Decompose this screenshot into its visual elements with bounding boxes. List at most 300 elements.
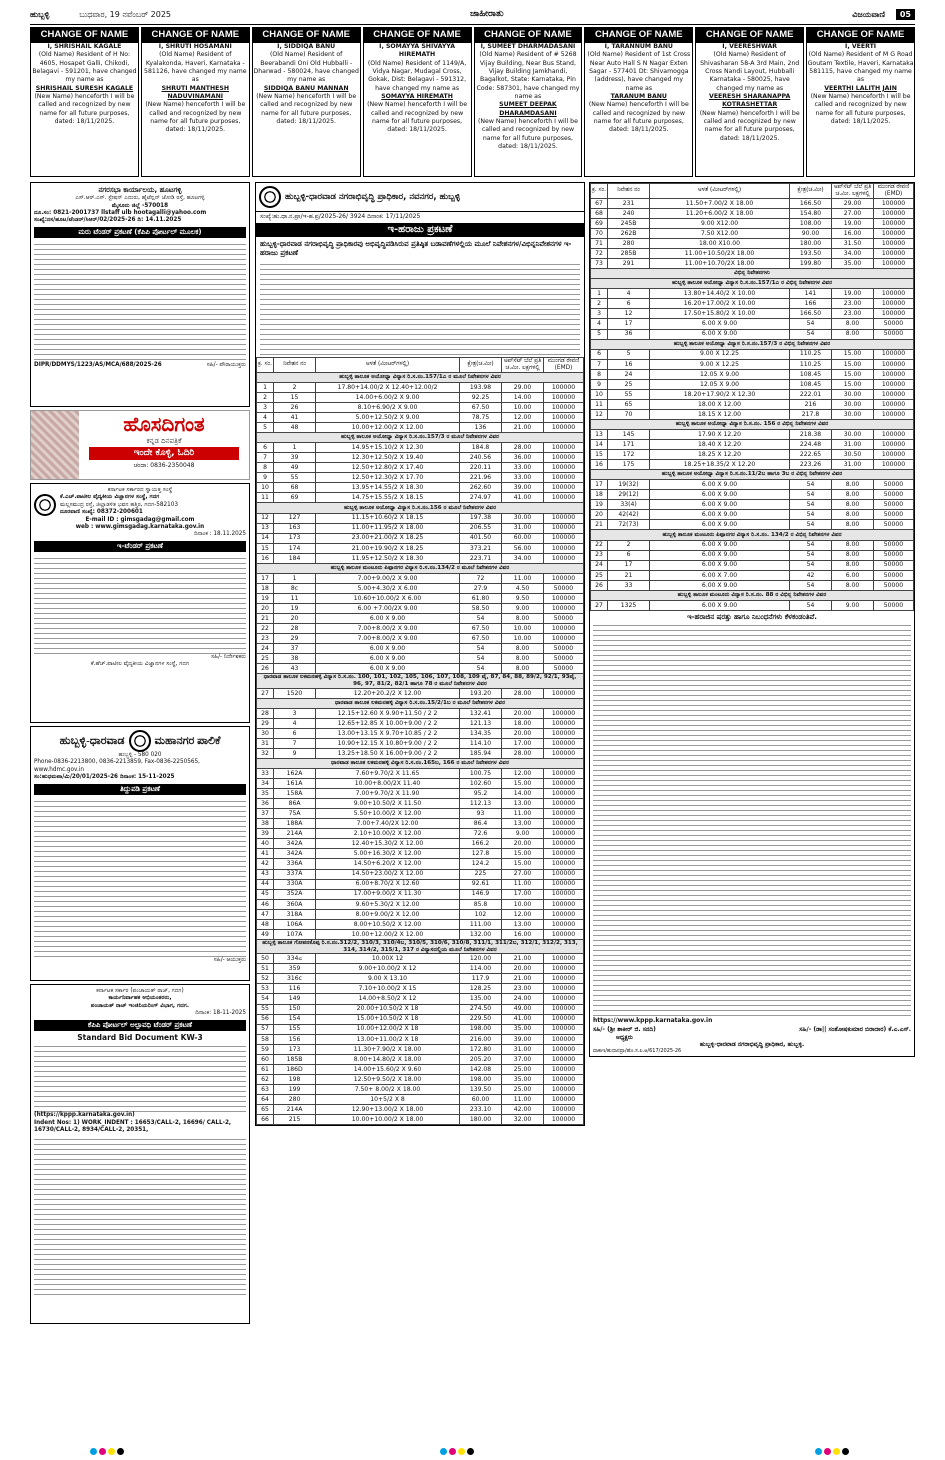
- table-cell: 1: [591, 289, 608, 299]
- col-dim: ಅಳತೆ (ಮೀಟರ್‌ಗಳಲ್ಲಿ): [650, 184, 790, 199]
- table-cell: 8.00: [832, 560, 874, 570]
- change-of-name-ad: [695, 27, 804, 177]
- table-cell: 54: [790, 490, 832, 500]
- section-heading: ಹುಬ್ಬಳ್ಳಿ ತಾಲೂಕ ಅಯೋಧ್ಯಾ ವಿನ್ಯಾಸ ರಿ.ಸ.ನಂ. 156 ರ ವಿಭಿನ್ನ ನಿವೇಶನಗಳ ವಿವರ: [591, 419, 914, 429]
- table-cell: 100000: [874, 219, 914, 229]
- table-cell: 100000: [544, 839, 584, 849]
- table-cell: 8.00: [502, 654, 544, 664]
- table-cell: 13.25+18.50 X 16.00+9.00 / 2 2: [316, 748, 460, 758]
- table-cell: 3: [591, 309, 608, 319]
- table-cell: 100000: [544, 879, 584, 889]
- newspaper-image: [31, 411, 79, 479]
- table-cell: 102.60: [460, 779, 502, 789]
- table-cell: 6.00 X 9.00: [650, 540, 790, 550]
- cn-footer: (New Name) henceforth I will be called and recognized by new name for all future purposes, dated: 18/11/2025.: [34, 92, 135, 126]
- table-cell: 42: [790, 570, 832, 580]
- table-cell: 193.98: [460, 382, 502, 392]
- cn-new-name: VEERESH SHARANAPPA KOTRASHETTAR: [709, 92, 791, 109]
- table-cell: 7.00+8.00/2 X 9.00: [316, 634, 460, 644]
- table-cell: 7.00+7.40/2X 12.00: [316, 819, 460, 829]
- table-cell: 29.00: [832, 198, 874, 208]
- table-cell: 20: [257, 603, 274, 613]
- table-cell: 17: [257, 573, 274, 583]
- ad-phone: ದೂ.ಸಂ: 0821-2001737 llstaff ulb hootagalli@yahoo.com: [34, 209, 207, 216]
- table-cell: 17: [608, 560, 650, 570]
- table-cell: 166: [790, 299, 832, 309]
- table-cell: 1: [257, 382, 274, 392]
- table-cell: 100000: [874, 229, 914, 239]
- table-cell: 72: [591, 249, 608, 259]
- table-cell: 116: [274, 984, 316, 994]
- table-cell: 28: [257, 708, 274, 718]
- table-cell: 114.00: [460, 964, 502, 974]
- table-cell: 12.50+9.50/2 X 18.00: [316, 1074, 460, 1084]
- table-cell: 14.00+6.00/2 X 9.00: [316, 392, 460, 402]
- ad-bar: ತಿದ್ದುಪಡಿ ಪ್ರಕಟಣೆ: [34, 784, 246, 795]
- table-cell: 100000: [544, 748, 584, 758]
- cn-body: (Old Name) Resident of Beerabandi Oni Old Hubballi - Dharwad - 580024, have changed my name as: [253, 51, 359, 84]
- table-cell: 2.10+10.00/2 X 12.00: [316, 829, 460, 839]
- table-cell: 18.20+17.90/2 X 12.30: [650, 389, 790, 399]
- table-cell: 75A: [274, 809, 316, 819]
- table-cell: 100000: [874, 399, 914, 409]
- table-cell: 100000: [544, 688, 584, 698]
- table-cell: 186D: [274, 1064, 316, 1074]
- table-row: [257, 413, 584, 423]
- table-row: [257, 483, 584, 493]
- table-cell: 60.00: [460, 1094, 502, 1104]
- table-cell: 8.00: [832, 550, 874, 560]
- table-cell: 47: [257, 909, 274, 919]
- table-row: [257, 654, 584, 664]
- table-cell: 15.00: [832, 369, 874, 379]
- table-row: [257, 919, 584, 929]
- table-cell: 54: [460, 664, 502, 674]
- cn-footer: (New Name) henceforth I will be called and recognized by new name for all future purposes, dated: 18/11/2025.: [810, 92, 911, 126]
- cn-title: CHANGE OF NAME: [31, 28, 138, 43]
- table-row: [591, 600, 914, 610]
- table-row: [257, 1084, 584, 1094]
- table-cell: 5.00+4.30/2 X 6.00: [316, 583, 460, 593]
- ad-address: ಎಸ್.ಆರ್.ಎಸ್. ಸ್ಟೇಷನ್ ಎದುರು, ಹೈಟೆನ್ಷನ್ ಜೋಡಿ ರಸ್ತೆ, ಹೂಟಗಳ್ಳಿ: [75, 195, 205, 202]
- table-cell: 8.00: [832, 480, 874, 490]
- table-cell: 100000: [544, 1014, 584, 1024]
- table-cell: 11.00: [502, 879, 544, 889]
- table-cell: 10.00+10.00/2 X 18.00: [316, 1115, 460, 1125]
- table-cell: 100000: [544, 1044, 584, 1054]
- table-cell: 205.20: [460, 1054, 502, 1064]
- table-cell: 100000: [544, 1115, 584, 1125]
- table-cell: 401.50: [460, 533, 502, 543]
- table-row: [257, 799, 584, 809]
- table-cell: 108.45: [790, 379, 832, 389]
- table-cell: 62: [257, 1074, 274, 1084]
- table-cell: 17.00: [502, 889, 544, 899]
- table-cell: 16: [257, 553, 274, 563]
- table-cell: 100000: [544, 1034, 584, 1044]
- table-cell: 8.00: [832, 500, 874, 510]
- cn-footer: (New Name) henceforth I will be called and recognized by new name for all future purposes, dated: 18/11/2025.: [699, 109, 800, 142]
- table-cell: 6.00 X 9.00: [650, 500, 790, 510]
- table-cell: 100000: [874, 349, 914, 359]
- table-cell: 12.00: [502, 769, 544, 779]
- col-area: ಕ್ಷೇತ್ರ(ಚ.ಮೀ): [460, 357, 502, 372]
- table-cell: 12.50+12.80/2 X 17.40: [316, 463, 460, 473]
- table-cell: 100000: [544, 1074, 584, 1084]
- table-cell: 132.00: [460, 929, 502, 939]
- table-cell: 6.00 X 9.00: [316, 664, 460, 674]
- table-cell: 10.00+12.00/2 X 18: [316, 1024, 460, 1034]
- table-cell: 31.00: [832, 440, 874, 450]
- table-cell: 142.08: [460, 1064, 502, 1074]
- table-cell: 100000: [544, 769, 584, 779]
- table-cell: 8.00: [502, 644, 544, 654]
- table-cell: 18.00 X10.00: [650, 239, 790, 249]
- table-cell: 12.30+12.50/2 X 19.40: [316, 453, 460, 463]
- table-cell: 17.00: [502, 738, 544, 748]
- page-header: [30, 5, 915, 25]
- table-cell: 12.00: [502, 413, 544, 423]
- table-cell: 174: [274, 543, 316, 553]
- table-cell: 48: [274, 423, 316, 433]
- cn-old-name: I, SOMAYYA SHIVAYYA HIREMATH: [379, 42, 455, 59]
- table-cell: 19(32): [608, 480, 650, 490]
- terms-org: ಹುಬ್ಬಳ್ಳಿ-ಧಾರವಾಡ ನಗರಾಭಿವೃದ್ಧಿ ಪ್ರಾಧಿಕಾರ, ಹುಬ್ಬಳ್ಳಿ.: [699, 1040, 805, 1048]
- table-row: [257, 543, 584, 553]
- table-cell: 12.05 X 9.00: [650, 369, 790, 379]
- table-cell: 161A: [274, 779, 316, 789]
- table-cell: 59: [257, 1044, 274, 1054]
- table-row: [257, 769, 584, 779]
- table-cell: 13.00+11.00/2 X 18: [316, 1034, 460, 1044]
- table-cell: 100000: [544, 859, 584, 869]
- table-row: [257, 954, 584, 964]
- table-cell: 33.00: [502, 463, 544, 473]
- sign-commissioner: ಸಹಿ/- (ಡಾ|| ಸಂತೋಷಕುಮಾರ ಬಿರಾದಾರ) ಕೆ.ಎ.ಎಸ್.: [799, 1026, 911, 1034]
- table-cell: 67.50: [460, 624, 502, 634]
- table-cell: 15: [274, 392, 316, 402]
- table-cell: 100000: [544, 634, 584, 644]
- table-cell: 69: [274, 493, 316, 503]
- table-cell: 215: [274, 1115, 316, 1125]
- table-row: [257, 403, 584, 413]
- table-cell: 13: [591, 429, 608, 439]
- table-cell: 100000: [544, 382, 584, 392]
- table-cell: 100000: [544, 1064, 584, 1074]
- col-plot: ನಿವೇಶನ ನಂ: [608, 184, 650, 199]
- ad-web: web : www.gimsgadag.karnataka.gov.in: [75, 524, 205, 531]
- col-rate: ಅಪ್‌ಸೆಟ್ ಬೆಲೆ ಪ್ರತಿ ಚ.ಮೀ. ಲಕ್ಷಗಳಲ್ಲಿ: [832, 184, 874, 199]
- print-marks: [0, 1448, 945, 1458]
- table-cell: 12.15+12.60 X 9.90+11.50 / 2 2: [316, 708, 460, 718]
- table-cell: 42(42): [608, 510, 650, 520]
- table-cell: 50000: [874, 600, 914, 610]
- table-cell: 48: [257, 919, 274, 929]
- table-cell: 12: [608, 309, 650, 319]
- table-cell: 10.00+8.00/2X 11.40: [316, 779, 460, 789]
- table-cell: 110.25: [790, 359, 832, 369]
- hdua-plot-table: [256, 357, 584, 1125]
- table-cell: 8.00: [832, 490, 874, 500]
- table-cell: 100000: [544, 453, 584, 463]
- table-cell: 114.10: [460, 738, 502, 748]
- table-cell: 37: [274, 644, 316, 654]
- table-cell: 61.80: [460, 593, 502, 603]
- ad-indent: Indent Nos: 1) WORK_INDENT : 16653/CALL-2, 16696/ CALL-2, 16730/CALL-2, 8934/CALL-2, 20351,: [34, 1119, 232, 1134]
- table-cell: 100.75: [460, 769, 502, 779]
- magenta-dot: [449, 1448, 456, 1455]
- change-of-name-ad: [806, 27, 915, 177]
- table-cell: 100000: [874, 409, 914, 419]
- table-row: [591, 309, 914, 319]
- table-cell: 5: [591, 329, 608, 339]
- table-cell: 33: [608, 580, 650, 590]
- table-cell: 132.41: [460, 708, 502, 718]
- table-row: [257, 839, 584, 849]
- section-heading: ಹುಬ್ಬಳ್ಳಿ ತಾಲೂಕ ಅಯೋಧ್ಯಾ ವಿನ್ಯಾಸ ರಿ.ಸ.ನಂ.157/3 ರ ಮೂಲೆ ನಿವೇಶನಗಳ ವಿವರ: [257, 433, 584, 443]
- table-cell: 100000: [874, 239, 914, 249]
- table-row: [257, 614, 584, 624]
- table-cell: 33: [257, 769, 274, 779]
- table-cell: 72(73): [608, 520, 650, 530]
- table-cell: 57: [257, 1024, 274, 1034]
- table-cell: 106A: [274, 919, 316, 929]
- change-of-name-ad: [141, 27, 250, 177]
- table-cell: 12.20+20.2/2 X 12.00: [316, 688, 460, 698]
- table-row: [591, 329, 914, 339]
- table-cell: 7.00+8.00/2 X 9.00: [316, 624, 460, 634]
- table-cell: 16.20+17.00/2 X 10.00: [650, 299, 790, 309]
- header-date: ಬುಧವಾರ, 19 ನವೆಂಬರ್ 2025: [79, 9, 171, 19]
- table-cell: 20: [591, 510, 608, 520]
- table-row: [257, 748, 584, 758]
- hdua-intro: ಹುಬ್ಬಳ್ಳಿ-ಧಾರವಾಡ ನಗರಾಭಿವೃದ್ಧಿ ಪ್ರಾಧಿಕಾರವು ಅಭಿವೃದ್ಧಿಪಡಿಸಿರುವ ಪ್ರತಿಷ್ಠಿತ ಬಡಾವಣೆಗಳಲ್ಲಿಯ ಮೂಲೆ ನಿವೇಶನಗಳ/ವಿಭಿನ್ನನಿವೇಶನಗಳ ಇ-ಹರಾಜು ಪ್ರಕಟಣೆ: [260, 240, 572, 257]
- table-cell: 55: [274, 473, 316, 483]
- table-row: [257, 849, 584, 859]
- table-cell: 172.80: [460, 1044, 502, 1054]
- table-cell: 8c: [274, 583, 316, 593]
- section-row: [591, 339, 914, 349]
- change-of-name-ad: [363, 27, 472, 177]
- ad-subtitle: ಕರ್ನಾಟಕ ಸರ್ಕಾರದ ಸ್ವಾಯತ್ತ ಸಂಸ್ಥೆ: [107, 487, 173, 493]
- table-cell: 225: [460, 869, 502, 879]
- table-cell: 4: [608, 289, 650, 299]
- table-cell: 19: [257, 593, 274, 603]
- table-cell: 100000: [544, 779, 584, 789]
- table-cell: 54: [790, 520, 832, 530]
- section-row: [257, 674, 584, 688]
- table-cell: 21: [591, 520, 608, 530]
- table-cell: 15.00: [832, 379, 874, 389]
- table-cell: 50000: [874, 319, 914, 329]
- table-cell: 10.00: [502, 403, 544, 413]
- table-cell: 54: [460, 614, 502, 624]
- table-row: [257, 869, 584, 879]
- table-cell: 373.21: [460, 543, 502, 553]
- table-cell: 10.00X 12: [316, 954, 460, 964]
- table-cell: 34: [257, 779, 274, 789]
- table-cell: 15: [257, 543, 274, 553]
- table-cell: 9.00 X 12.25: [650, 349, 790, 359]
- table-cell: 68: [591, 208, 608, 218]
- table-cell: 9.00+10.50/2 X 11.50: [316, 799, 460, 809]
- table-cell: 36.00: [502, 453, 544, 463]
- table-cell: 25.00: [502, 1084, 544, 1094]
- table-row: [591, 500, 914, 510]
- table-cell: 100000: [874, 389, 914, 399]
- ad-bar: ಇ-ಟೆಂಡರ್ ಪ್ರಕಟಣೆ: [34, 541, 246, 552]
- table-cell: 14.50+6.20/2 X 12.00: [316, 859, 460, 869]
- table-row: [591, 389, 914, 399]
- table-cell: 64: [257, 1094, 274, 1104]
- section-row: [257, 433, 584, 443]
- cn-body: (Old Name) Resident of Shivasharan 58-A 3rd Main, 2nd Cross Nandi Layout, Hubballi Karnataka - 580025, have changed my name as: [700, 51, 800, 92]
- table-cell: 15.00: [502, 859, 544, 869]
- table-cell: 9.00: [832, 600, 874, 610]
- table-row: [591, 299, 914, 309]
- table-cell: 100000: [544, 964, 584, 974]
- table-cell: 156: [274, 1034, 316, 1044]
- table-cell: 5: [608, 349, 650, 359]
- cyan-dot: [815, 1448, 822, 1455]
- table-cell: 70: [608, 409, 650, 419]
- table-cell: 240.56: [460, 453, 502, 463]
- table-cell: 146.9: [460, 889, 502, 899]
- col-area: ಕ್ಷೇತ್ರ(ಚ.ಮೀ): [790, 184, 832, 199]
- table-cell: 5.50+10.00/2 X 12.00: [316, 809, 460, 819]
- cn-new-name: SHRUTI MANTHESH NADUVINAMANI: [161, 84, 230, 100]
- table-cell: 13.95+14.55/2 X 18.30: [316, 483, 460, 493]
- section-heading: ಹುಬ್ಬಳ್ಳಿ ತಾಲೂಕ ಮಂಟೂರು ಪಿಪ್ಪಾನಗರ ವಿನ್ಯಾಸ ರಿ.ಸ.ನಂ.134/2 ರ ಮೂಲೆ ನಿವೇಶನಗಳ ವಿವರ: [257, 563, 584, 573]
- table-row: [257, 453, 584, 463]
- table-cell: 197.38: [460, 513, 502, 523]
- table-row: [257, 819, 584, 829]
- cn-old-name: I, VEERESHWAR: [722, 42, 778, 50]
- ad-bar-2: Standard Bid Document KW-3: [77, 1032, 203, 1042]
- table-cell: 49: [257, 929, 274, 939]
- table-cell: 27.00: [832, 208, 874, 218]
- table-cell: 20.00: [502, 728, 544, 738]
- table-cell: 86.4: [460, 819, 502, 829]
- cn-footer: (New Name) henceforth I will be called and recognized by new name for all future purposes, dated: 18/11/2025.: [367, 101, 468, 134]
- table-cell: 100000: [544, 392, 584, 402]
- table-cell: 66: [257, 1115, 274, 1125]
- table-cell: 10.90+12.15 X 10.80+9.00 / 2 2: [316, 738, 460, 748]
- paper-name: ವಿಜಯವಾಣಿ: [852, 9, 885, 19]
- table-cell: 14.00: [502, 789, 544, 799]
- table-cell: 11: [257, 493, 274, 503]
- table-cell: 54: [790, 550, 832, 560]
- table-cell: 24: [591, 560, 608, 570]
- table-cell: 42.00: [502, 1104, 544, 1114]
- ad-address: ಮಲ್ಲಸಮುದ್ರ ರಸ್ತೆ, ಜಿಲ್ಲಾಡಳಿತ ಭವನ ಹತ್ತಿರ, ಗದಗ-582103: [60, 501, 178, 508]
- cn-footer: (New Name) henceforth I will be called and recognized by new name for all future purposes, dated: 18/11/2025.: [256, 92, 357, 126]
- ad-ref: ಸಂಖ್ಯೆ:ನಸ/ಹೂಟ/ಟೆಂಡರ್/ಸಿಆರ್/02/2025-26 ದಿ: 14.11.2025: [34, 217, 182, 224]
- table-cell: 63: [257, 1084, 274, 1094]
- table-cell: 12.50+12.30/2 X 17.70: [316, 473, 460, 483]
- table-cell: 100000: [544, 994, 584, 1004]
- table-cell: 27.9: [460, 583, 502, 593]
- table-cell: 111.00: [460, 919, 502, 929]
- table-cell: 54: [790, 319, 832, 329]
- table-cell: 38: [274, 654, 316, 664]
- table-cell: 7.50 X12.00: [650, 229, 790, 239]
- table-cell: 9.60+5.30/2 X 12.00: [316, 899, 460, 909]
- table-cell: 50000: [874, 570, 914, 580]
- table-cell: 54: [460, 644, 502, 654]
- table-cell: 20.00: [502, 839, 544, 849]
- table-cell: 222.01: [790, 389, 832, 399]
- table-cell: 233.10: [460, 1104, 502, 1114]
- table-cell: 9.00+10.00/2 X 12: [316, 964, 460, 974]
- table-cell: 2: [274, 382, 316, 392]
- table-cell: 21: [257, 614, 274, 624]
- table-cell: 69: [591, 219, 608, 229]
- table-cell: 149: [274, 994, 316, 1004]
- table-cell: 23: [257, 634, 274, 644]
- table-cell: 18.25 X 12.20: [650, 450, 790, 460]
- ad-body-text: [34, 1042, 246, 1112]
- table-cell: 155: [274, 1024, 316, 1034]
- table-cell: 8: [257, 463, 274, 473]
- table-cell: 26: [274, 403, 316, 413]
- table-cell: 50000: [544, 583, 584, 593]
- sign-chair: ಸಹಿ/- (ಶ್ರೀ ಶಾಕೀರ್ ಜಿ. ಸನದಿ): [593, 1026, 656, 1034]
- cn-title: CHANGE OF NAME: [696, 28, 803, 43]
- table-cell: 6.00 X 9.00: [650, 580, 790, 590]
- table-cell: 50000: [874, 490, 914, 500]
- table-cell: 24: [257, 644, 274, 654]
- table-cell: 28.00: [502, 688, 544, 698]
- table-row: [257, 789, 584, 799]
- table-cell: 9: [274, 748, 316, 758]
- cn-old-name: I, VEERTI: [845, 42, 877, 50]
- table-cell: 39: [257, 829, 274, 839]
- table-cell: 65: [257, 1104, 274, 1114]
- table-cell: 100000: [544, 543, 584, 553]
- table-row: [591, 540, 914, 550]
- table-cell: 32: [257, 748, 274, 758]
- table-row: [257, 964, 584, 974]
- table-cell: 100000: [544, 1054, 584, 1064]
- table-cell: 136: [460, 423, 502, 433]
- table-cell: 100000: [544, 909, 584, 919]
- table-cell: 185B: [274, 1054, 316, 1064]
- table-cell: 8.00: [502, 614, 544, 624]
- table-cell: 67: [591, 198, 608, 208]
- header-center: ಜಾಹೀರಾತು: [470, 9, 504, 20]
- table-row: [257, 1054, 584, 1064]
- ad-site: (https://kppp.karnataka.gov.in): [34, 1112, 135, 1119]
- ad-gov: ಕರ್ನಾಟಕ ಸರ್ಕಾರ (ಪಂಚಾಯತ್ ರಾಜ್, ಗದಗ): [96, 988, 184, 994]
- table-cell: 334ಎ: [274, 954, 316, 964]
- table-cell: 23.00: [832, 299, 874, 309]
- table-cell: 100000: [544, 493, 584, 503]
- table-cell: 2: [591, 299, 608, 309]
- table-cell: 50000: [874, 560, 914, 570]
- table-cell: 18.15 X 12.00: [650, 409, 790, 419]
- table-cell: 17.00+9.00/2 X 11.30: [316, 889, 460, 899]
- table-row: [591, 510, 914, 520]
- terms-heading: ಇ-ಹರಾಜಿನ ಷರತ್ತು ಹಾಗೂ ನಿಬಂಧನೆಗಳು ಕೆಳಕಂಡಂತಿವೆ.: [687, 612, 817, 621]
- table-cell: 55: [257, 1004, 274, 1014]
- table-cell: 6.00 X 9.00: [650, 490, 790, 500]
- table-cell: 214A: [274, 1104, 316, 1114]
- table-cell: 6.00+8.70/2 X 12.60: [316, 879, 460, 889]
- section-heading: ಹುಬ್ಬಳ್ಳಿ ತಾಲೂಕ ಅಯೋಧ್ಯಾ ವಿನ್ಯಾಸ ರಿ.ಸ.ನಂ.11/2ಬ ಹಾಗೂ 3ಬ ರ ವಿಭಿನ್ನ ನಿವೇಶನಗಳ ವಿವರ: [591, 470, 914, 480]
- table-cell: 86A: [274, 799, 316, 809]
- table-cell: 54: [790, 560, 832, 570]
